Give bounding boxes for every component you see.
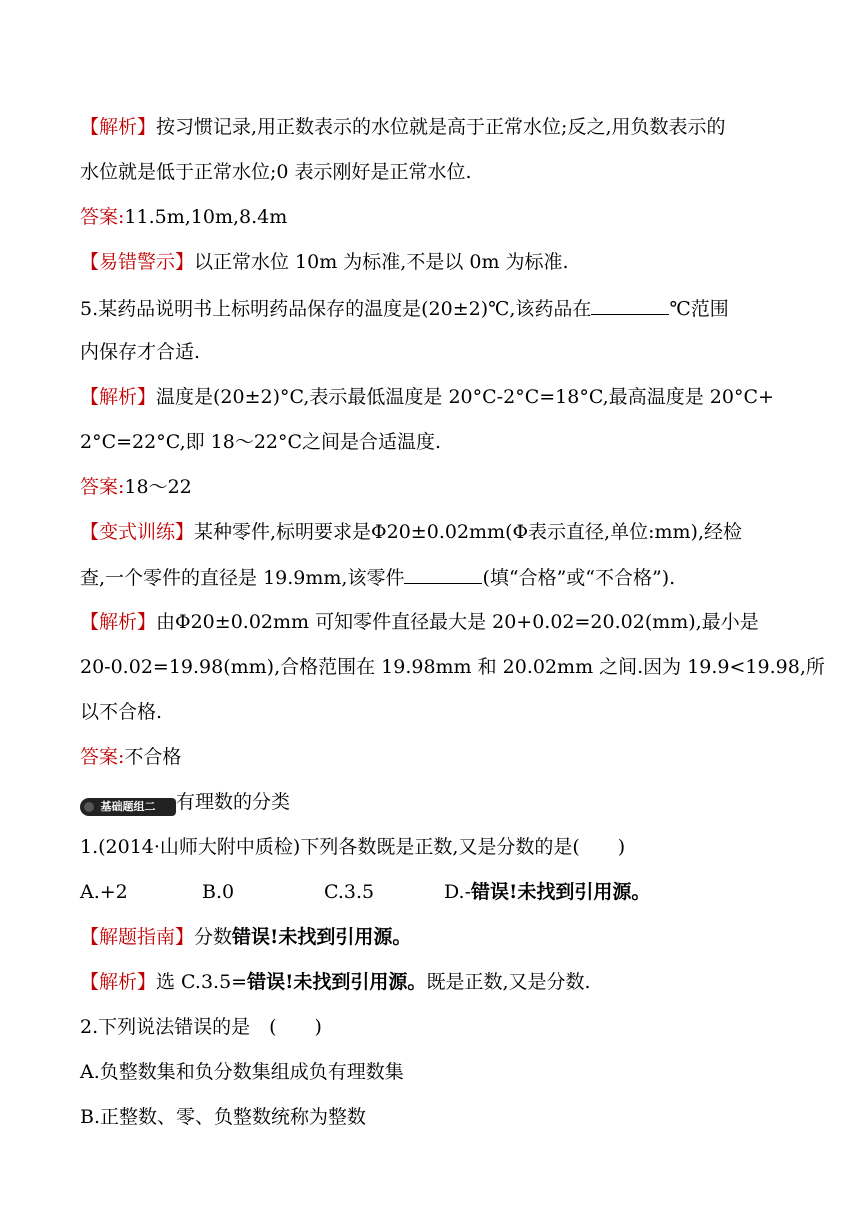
variant-label: 【变式训练】 (80, 521, 195, 543)
question-1-stem: 1.(2014·山师大附中质检)下列各数既是正数,又是分数的是( ) (80, 836, 626, 858)
analysis-label: 【解析】 (80, 386, 157, 408)
analysis-3-line-1 (80, 610, 790, 634)
answer-label: 答案: (80, 476, 125, 498)
answer-blank (591, 296, 669, 315)
question-2-option-a: A.负整数集和负分数集组成负有理数集 (80, 1061, 404, 1083)
reference-error: 错误!未找到引用源。 (247, 971, 427, 993)
section-header (80, 790, 790, 814)
variant-line-1 (80, 520, 790, 544)
answer-text: 不合格 (124, 746, 182, 768)
analysis-label: 【解析】 (80, 971, 157, 993)
question-text: ℃范围 (669, 298, 729, 320)
guide-text: 分数 (194, 926, 233, 948)
reference-error: 错误!未找到引用源。 (232, 926, 412, 948)
analysis-3-line-2: 20-0.02=19.98(mm),合格范围在 19.98mm 和 20.02mm 之间.因为 19.9<19.98,所 (80, 656, 825, 678)
analysis-3-line-3: 以不合格. (80, 701, 163, 723)
warning-text: 以正常水位 10m 为标准,不是以 0m 为标准. (194, 251, 569, 273)
variant-text: (填“合格”或“不合格”). (482, 567, 676, 589)
analysis-text: 既是正数,又是分数. (426, 971, 591, 993)
question-2-stem: 2.下列说法错误的是 ( ) (80, 1016, 322, 1038)
answer-2 (80, 475, 790, 499)
analysis-1-line-1 (80, 115, 790, 139)
option-d (444, 880, 650, 904)
option-a: A.+2 (80, 881, 128, 903)
question-1-options (80, 880, 790, 904)
option-b: B.0 (202, 881, 235, 903)
guide-line (80, 925, 790, 949)
warning-label: 【易错警示】 (80, 251, 195, 273)
answer-label: 答案: (80, 206, 125, 228)
variant-text: 查,一个零件的直径是 19.9mm,该零件 (80, 567, 405, 589)
question-2-option-b: B.正整数、零、负整数统称为整数 (80, 1106, 367, 1128)
analysis-label: 【解析】 (80, 611, 157, 633)
section-tag: 基础题组二 (80, 798, 176, 816)
answer-text: 11.5m,10m,8.4m (124, 206, 288, 228)
variant-line-2 (80, 565, 790, 589)
analysis-1-line-2: 水位就是低于正常水位;0 表示刚好是正常水位. (80, 161, 472, 183)
analysis-2-line-2: 2°C=22°C,即 18～22°C之间是合适温度. (80, 431, 442, 453)
answer-text: 18～22 (124, 476, 192, 498)
answer-label: 答案: (80, 746, 125, 768)
question-5-line-2: 内保存才合适. (80, 341, 201, 363)
section-title: 有理数的分类 (176, 791, 291, 813)
analysis-text: 温度是(20±2)°C,表示最低温度是 20°C-2°C=18°C,最高温度是 20°C+ (156, 386, 774, 408)
question-5-line-1 (80, 296, 790, 320)
answer-3 (80, 745, 790, 769)
analysis-text: 选 C.3.5= (156, 971, 248, 993)
option-d-prefix: D.- (444, 881, 472, 903)
analysis-text: 按习惯记录,用正数表示的水位就是高于正常水位;反之,用负数表示的 (156, 116, 726, 138)
answer-1 (80, 205, 790, 229)
analysis-label: 【解析】 (80, 116, 157, 138)
variant-text: 某种零件,标明要求是Φ20±0.02mm(Φ表示直径,单位:mm),经检 (194, 521, 742, 543)
analysis-text: 由Φ20±0.02mm 可知零件直径最大是 20+0.02=20.02(mm),最小是 (156, 611, 759, 633)
analysis-2-line-1 (80, 385, 790, 409)
answer-blank (404, 565, 482, 584)
question-text: 5.某药品说明书上标明药品保存的温度是(20±2)℃,该药品在 (80, 298, 592, 320)
reference-error: 错误!未找到引用源。 (471, 881, 651, 903)
warning-1 (80, 250, 790, 274)
option-c: C.3.5 (324, 881, 375, 903)
guide-label: 【解题指南】 (80, 926, 195, 948)
analysis-4-line (80, 970, 790, 994)
